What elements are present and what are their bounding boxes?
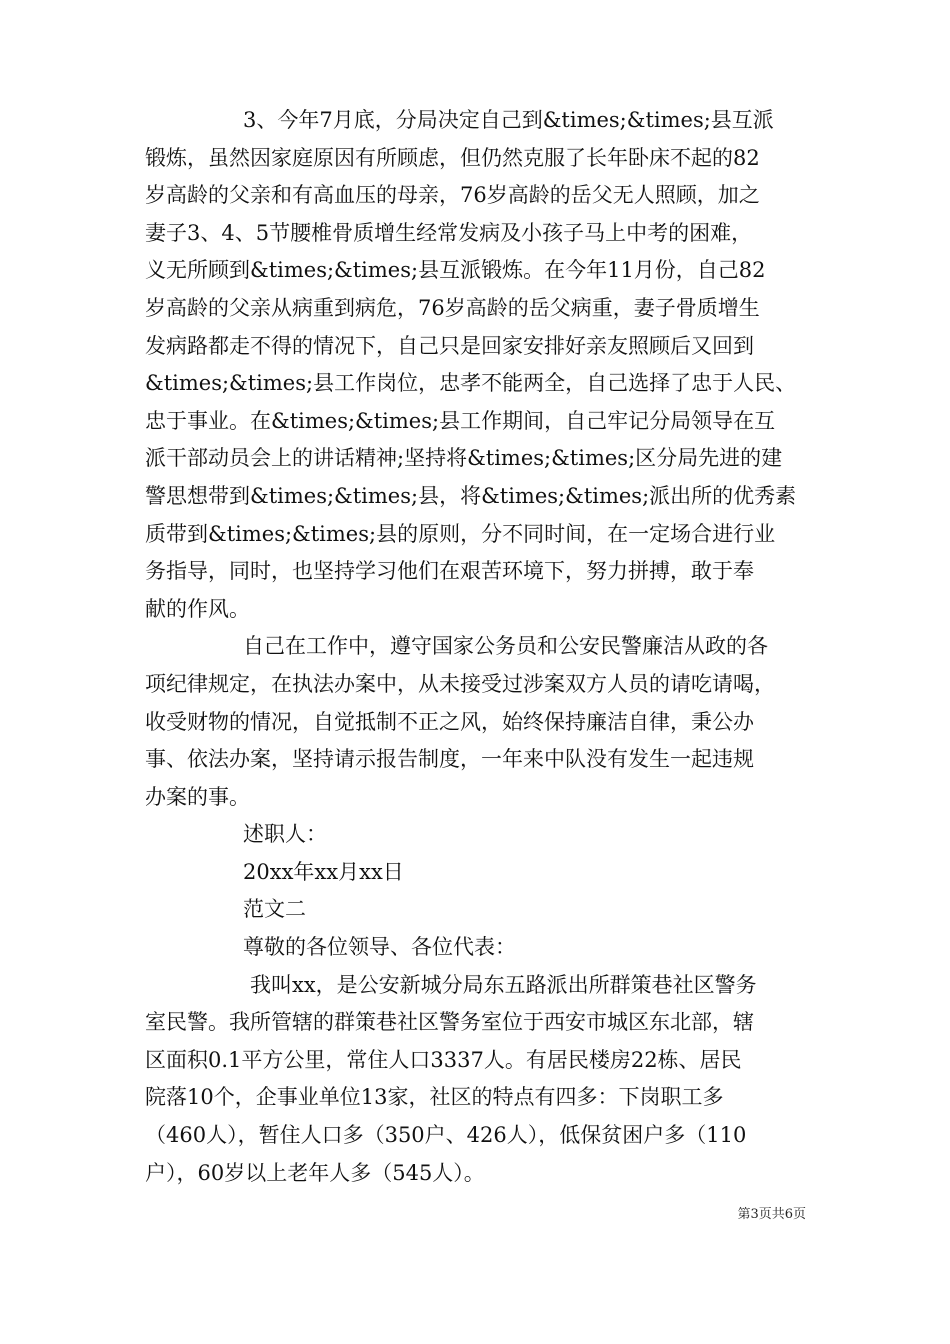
document-body xyxy=(145,102,810,1192)
paragraph-line: 发病路都走不得的情况下，自己只是回家安排好亲友照顾后又回到 xyxy=(145,333,754,358)
paragraph-line: 质带到&times;&times;县的原则，分不同时间，在一定场合进行业 xyxy=(145,521,776,546)
paragraph-line: 我叫xx，是公安新城分局东五路派出所群策巷社区警务 xyxy=(250,972,757,997)
paragraph-line: 锻炼，虽然因家庭原因有所顾虑，但仍然克服了长年卧床不起的82 xyxy=(145,145,760,170)
signature-label: 述职人： xyxy=(243,822,327,847)
paragraph-line: 办案的事。 xyxy=(145,784,250,809)
paragraph-line: 忠于事业。在&times;&times;县工作期间，自己牢记分局领导在互 xyxy=(145,408,776,433)
section-heading: 范文二 xyxy=(243,897,306,922)
paragraph-line: 3、今年7月底，分局决定自己到&times;&times;县互派 xyxy=(243,108,774,132)
paragraph-line: 室民警。我所管辖的群策巷社区警务室位于西安市城区东北部，辖 xyxy=(145,1010,754,1035)
paragraph-line: 自己在工作中，遵守国家公务员和公安民警廉洁从政的各 xyxy=(243,634,768,659)
paragraph-line: 务指导，同时，也坚持学习他们在艰苦环境下，努力拼搏，敢于奉 xyxy=(145,559,754,584)
paragraph-line: 义无所顾到&times;&times;县互派锻炼。在今年11月份，自己82 xyxy=(145,258,766,283)
paragraph-line: 岁高龄的父亲从病重到病危，76岁高龄的岳父病重，妻子骨质增生 xyxy=(145,295,760,320)
paragraph-line: 事、依法办案，坚持请示报告制度，一年来中队没有发生一起违规 xyxy=(145,747,754,772)
paragraph-line: 献的作风。 xyxy=(145,596,250,621)
paragraph-line: 派干部动员会上的讲话精神;坚持将&times;&times;区分局先进的建 xyxy=(145,446,783,471)
paragraph-line: 院落10个，企事业单位13家，社区的特点有四多：下岗职工多 xyxy=(145,1085,724,1110)
salutation: 尊敬的各位领导、各位代表： xyxy=(243,935,516,960)
paragraph-line: 妻子3、4、5节腰椎骨质增生经常发病及小孩子马上中考的困难， xyxy=(145,220,753,245)
paragraph-line: 项纪律规定，在执法办案中，从未接受过涉案双方人员的请吃请喝， xyxy=(145,671,775,696)
signature-date: 20xx年xx月xx日 xyxy=(243,859,404,884)
paragraph-line: 警思想带到&times;&times;县，将&times;&times;派出所的优秀素 xyxy=(145,483,797,508)
paragraph-line: 收受财物的情况，自觉抵制不正之风，始终保持廉洁自律，秉公办 xyxy=(145,709,754,734)
paragraph-line: 岁高龄的父亲和有高血压的母亲，76岁高龄的岳父无人照顾，加之 xyxy=(145,183,760,208)
page-number: 第3页共6页 xyxy=(737,1207,806,1222)
paragraph-line: 户），60岁以上老年人多（545人）。 xyxy=(145,1160,485,1185)
paragraph-line: （460人），暂住人口多（350户、426人），低保贫困户多（110 xyxy=(145,1123,747,1148)
paragraph-line: &times;&times;县工作岗位，忠孝不能两全，自己选择了忠于人民、 xyxy=(145,371,797,396)
paragraph-line: 区面积0.1平方公里，常住人口3337人。有居民楼房22栋、居民 xyxy=(145,1047,742,1072)
